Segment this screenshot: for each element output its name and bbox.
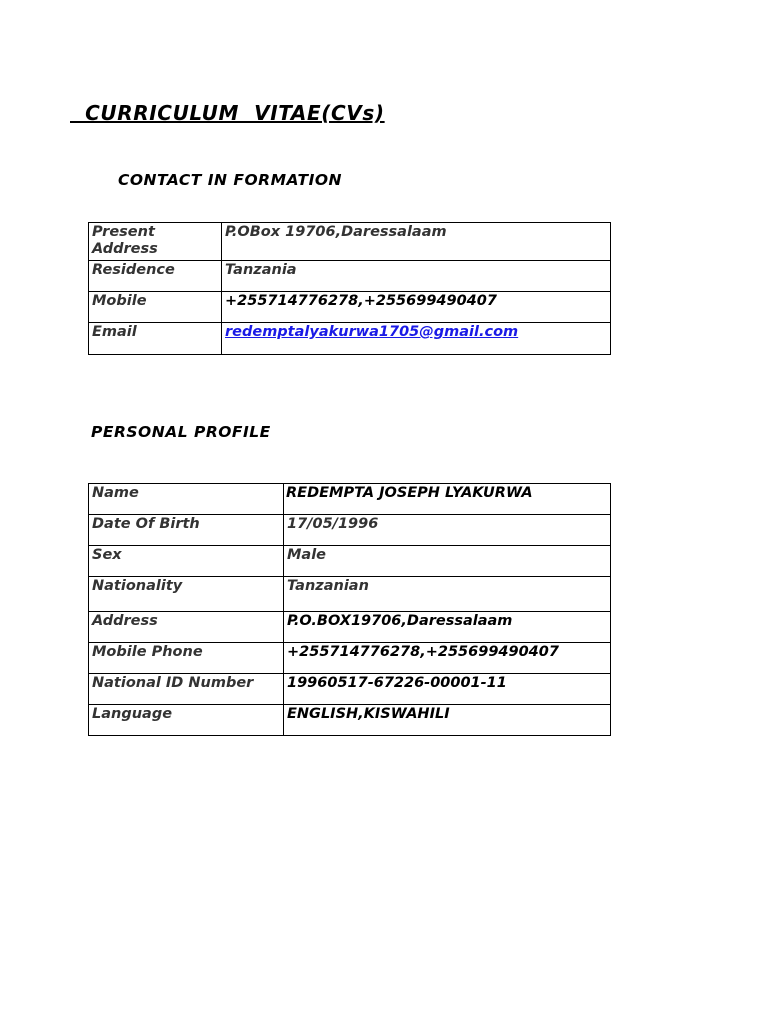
email-cell (222, 323, 611, 355)
residence-value: Tanzania (222, 261, 611, 292)
residence-label: Residence (89, 261, 222, 292)
mobile-phone-value: +255714776278,+255699490407 (284, 643, 611, 674)
table-row (89, 612, 611, 643)
personal-profile-table (88, 483, 611, 736)
address-value: P.O.BOX19706,Daressalaam (284, 612, 611, 643)
table-row (89, 643, 611, 674)
sex-value: Male (284, 546, 611, 577)
sex-label: Sex (89, 546, 284, 577)
table-row (89, 577, 611, 612)
nationality-value: Tanzanian (284, 577, 611, 612)
table-row (89, 546, 611, 577)
table-row (89, 674, 611, 705)
mobile-phone-label: Mobile Phone (89, 643, 284, 674)
language-label: Language (89, 705, 284, 736)
national-id-label: National ID Number (89, 674, 284, 705)
table-row (89, 515, 611, 546)
dob-value: 17/05/1996 (284, 515, 611, 546)
table-row (89, 292, 611, 323)
contact-info-table (88, 222, 611, 355)
language-value: ENGLISH,KISWAHILI (284, 705, 611, 736)
table-row (89, 484, 611, 515)
name-value: REDEMPTA JOSEPH LYAKURWA (284, 484, 611, 515)
table-row (89, 223, 611, 261)
present-address-value: P.OBox 19706,Daressalaam (222, 223, 611, 261)
national-id-value: 19960517-67226-00001-11 (284, 674, 611, 705)
dob-label: Date Of Birth (89, 515, 284, 546)
table-row (89, 705, 611, 736)
contact-section-heading: CONTACT IN FORMATION (118, 171, 343, 189)
page-title: CURRICULUM VITAE(CVs) (70, 101, 385, 125)
profile-section-heading: PERSONAL PROFILE (91, 423, 271, 441)
mobile-value: +255714776278,+255699490407 (222, 292, 611, 323)
table-row (89, 323, 611, 355)
email-label: Email (89, 323, 222, 355)
nationality-label: Nationality (89, 577, 284, 612)
mobile-label: Mobile (89, 292, 222, 323)
present-address-label: Present Address (89, 223, 222, 261)
table-row (89, 261, 611, 292)
name-label: Name (89, 484, 284, 515)
address-label: Address (89, 612, 284, 643)
email-link[interactable]: redemptalyakurwa1705@gmail.com (225, 324, 519, 340)
